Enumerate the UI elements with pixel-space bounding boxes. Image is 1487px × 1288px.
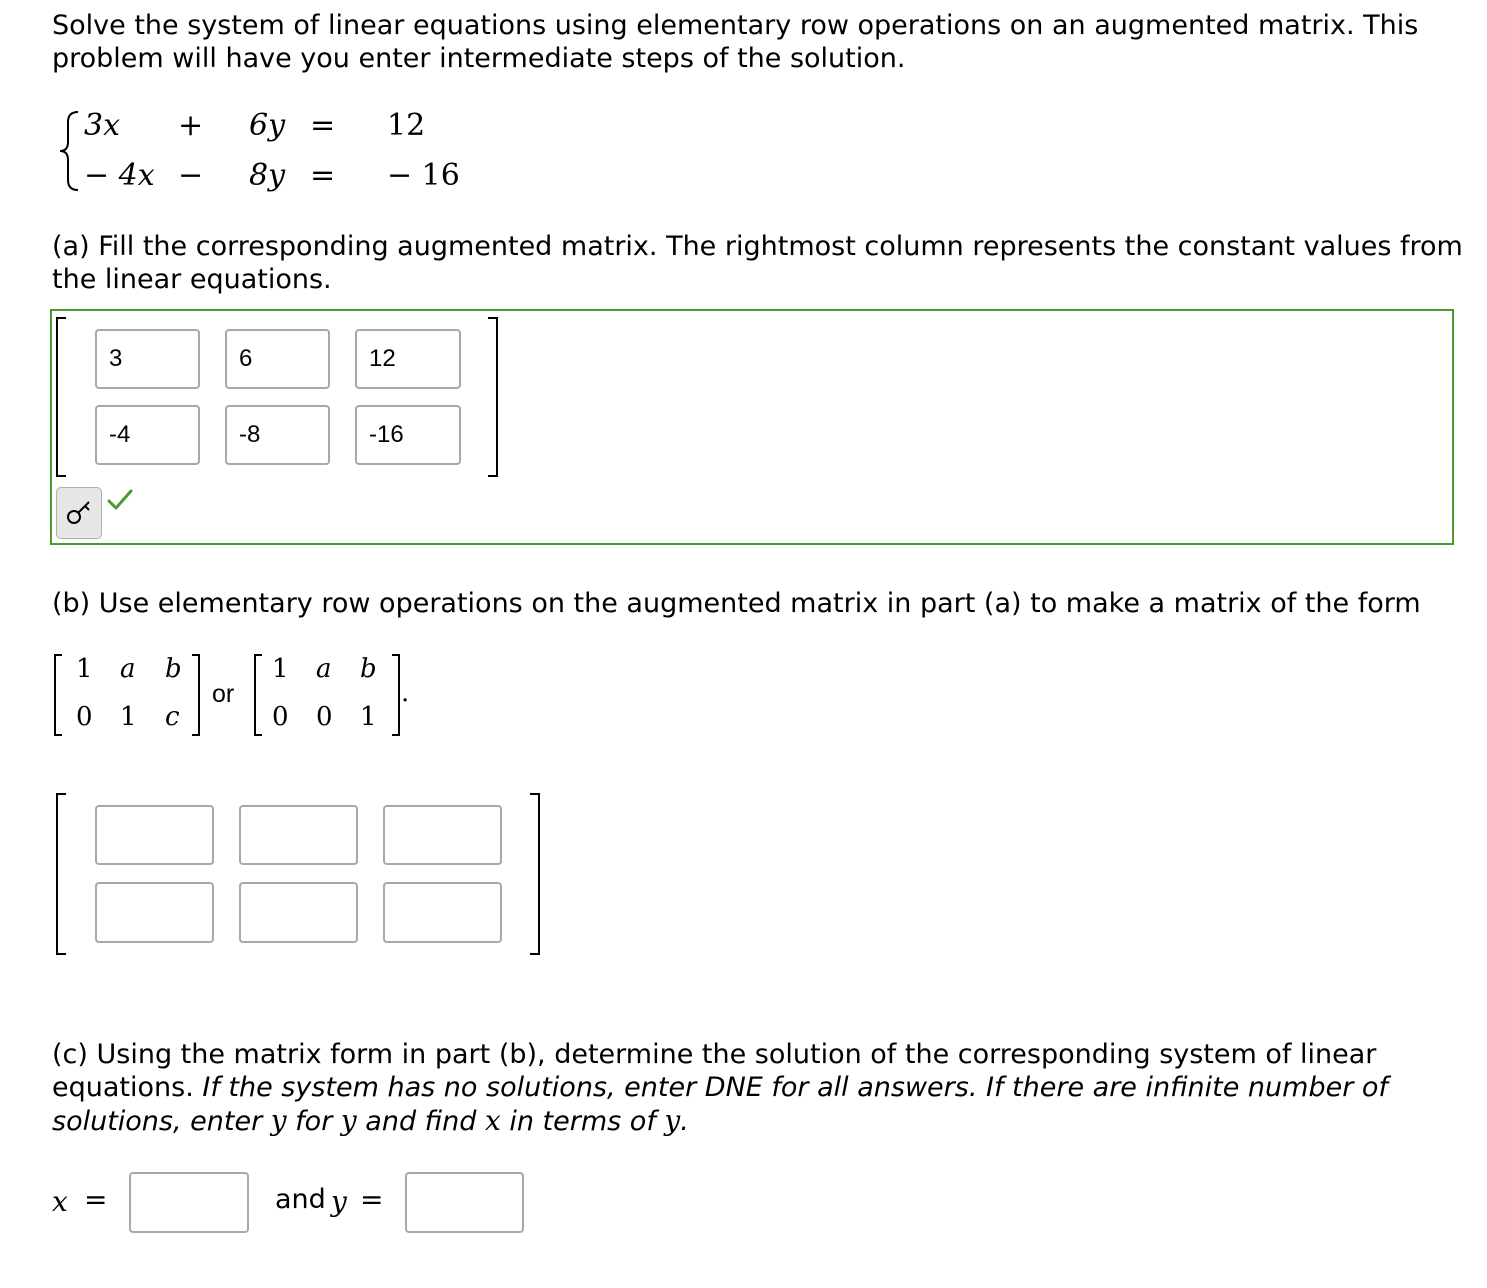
part-a-line-1: (a) Fill the corresponding augmented matrix. The rightmost column represents the constant values from <box>52 231 1463 262</box>
x-label: x <box>52 1185 68 1218</box>
y-answer-input[interactable] <box>405 1172 524 1233</box>
eq1-term-y: 6y <box>249 108 286 143</box>
part-b-cell-r1c1[interactable] <box>95 805 214 865</box>
eq1-rhs: 12 <box>387 108 426 143</box>
part-a-left-bracket <box>56 317 66 477</box>
part-a-cell-r2c2[interactable] <box>225 405 330 465</box>
key-icon <box>64 498 94 528</box>
part-b-right-bracket <box>530 793 540 955</box>
intro-line-2: problem will have you enter intermediate steps of the solution. <box>52 43 906 74</box>
part-a-cell-r2c1[interactable] <box>95 405 200 465</box>
equation-system <box>52 100 472 210</box>
part-a-line-2: the linear equations. <box>52 264 332 295</box>
form-matrix-1: 1 a b 0 1 c <box>52 652 202 738</box>
part-a-cell-r1c2[interactable] <box>225 329 330 389</box>
part-b-text: (b) Use elementary row operations on the augmented matrix in part (a) to make a matrix of the form <box>52 588 1421 619</box>
x-equals: = <box>84 1183 108 1216</box>
y-equals: = <box>360 1183 384 1216</box>
form-matrix-2: 1 a b 0 0 1 <box>252 652 402 738</box>
and-label: and <box>275 1184 326 1215</box>
eq1-operator: + <box>178 108 204 143</box>
part-c-line-2: equations. If the system has no solutions, enter DNE for all answers. If there are infinite number of <box>52 1072 1388 1103</box>
check-icon <box>106 488 134 512</box>
part-b-cell-r2c1[interactable] <box>95 882 214 943</box>
eq1-term-x: 3x <box>84 108 121 143</box>
intro-line-1: Solve the system of linear equations using elementary row operations on an augmented matrix. This <box>52 10 1419 41</box>
eq2-term-y: 8y <box>249 158 286 193</box>
answer-key-button[interactable] <box>56 487 102 539</box>
part-a-cell-r2c3[interactable] <box>355 405 461 465</box>
x-answer-input[interactable] <box>129 1172 249 1233</box>
eq1-equals: = <box>310 108 336 143</box>
eq2-rhs: − 16 <box>387 158 460 193</box>
part-c-line-3: solutions, enter y for y and find x in terms of y. <box>52 1104 689 1137</box>
part-b-left-bracket <box>56 793 66 955</box>
part-a-cell-r1c1[interactable] <box>95 329 200 389</box>
part-c-line-1: (c) Using the matrix form in part (b), determine the solution of the corresponding system of linear <box>52 1039 1377 1070</box>
part-b-cell-r1c2[interactable] <box>239 805 358 865</box>
part-b-cell-r2c2[interactable] <box>239 882 358 943</box>
part-a-right-bracket <box>488 317 498 477</box>
part-a-cell-r1c3[interactable] <box>355 329 461 389</box>
or-label: or <box>212 680 235 708</box>
part-b-cell-r2c3[interactable] <box>383 882 502 943</box>
intro-text <box>52 9 1418 75</box>
eq2-term-x: − 4x <box>84 158 155 193</box>
eq2-operator: − <box>178 158 204 193</box>
eq2-equals: = <box>310 158 336 193</box>
part-a-text <box>52 230 1463 296</box>
left-brace-icon <box>58 110 80 192</box>
form-period: . <box>401 678 410 708</box>
part-c-text <box>52 1038 1388 1138</box>
y-label: y <box>331 1185 347 1218</box>
part-b-cell-r1c3[interactable] <box>383 805 502 865</box>
